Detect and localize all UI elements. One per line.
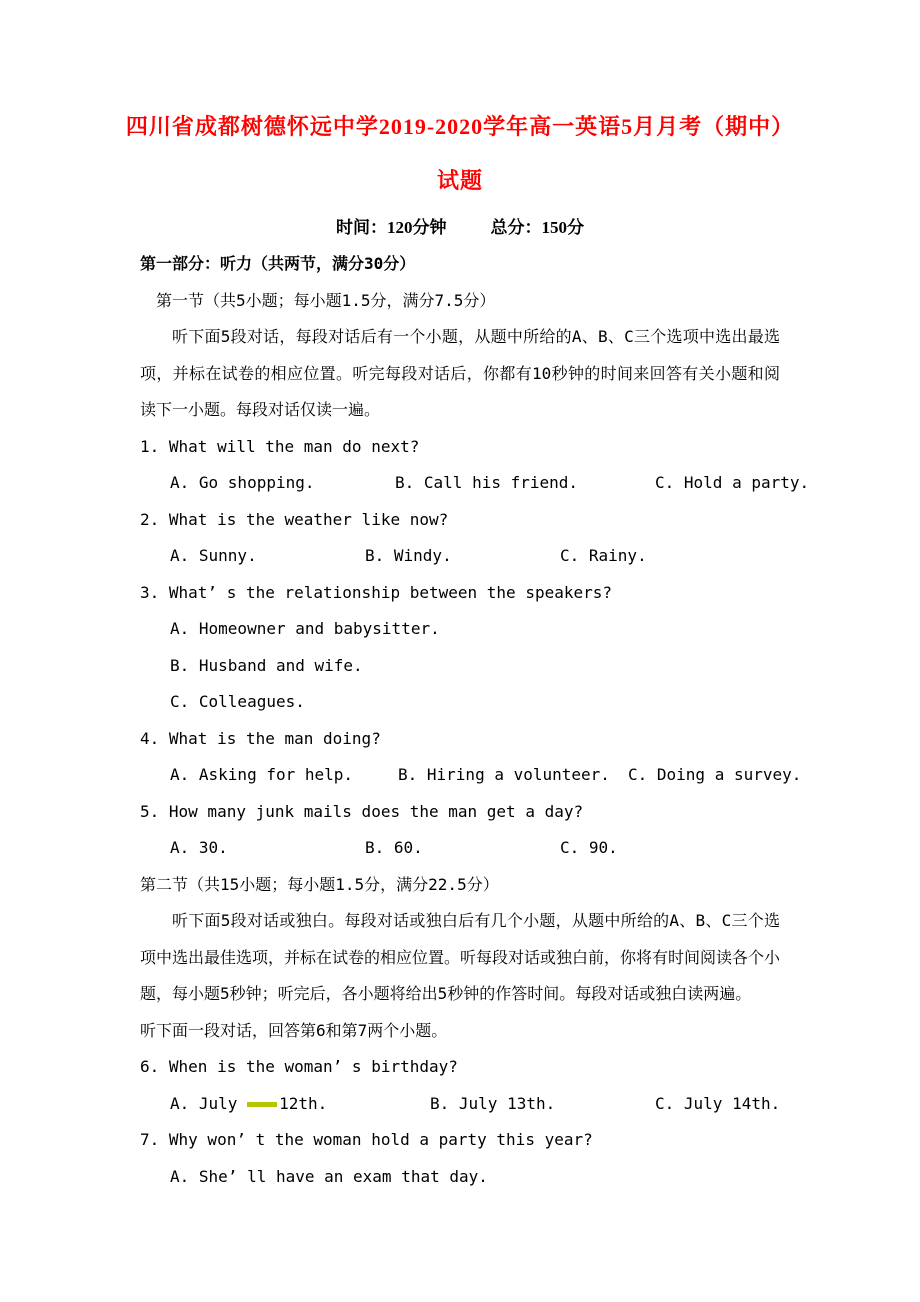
question-1-option-c: C. Hold a party.: [655, 473, 810, 492]
question-1-option-a: A. Go shopping.: [170, 473, 315, 492]
question-4-option-b: B. Hiring a volunteer.: [398, 765, 610, 784]
exam-duration: 时间：120分钟: [336, 218, 447, 237]
question-5-text: 5. How many junk mails does the man get a day?: [140, 801, 584, 821]
question-6-option-a: [170, 1086, 430, 1123]
question-6-option-c: C. July 14th.: [655, 1093, 781, 1113]
question-2-option-b: B. Windy.: [365, 546, 452, 565]
title-line-1: 四川省成都树德怀远中学2019-2020学年高一英语5月月考（期中）: [125, 114, 795, 139]
question-5-option-b: B. 60.: [365, 838, 423, 857]
question-2-option-c: C. Rainy.: [560, 546, 647, 565]
section2-heading: 第二节（共15小题；每小题1.5分，满分22.5分）: [140, 874, 499, 894]
question-6-option-b: B. July 13th.: [430, 1093, 556, 1113]
question-5-options: [140, 830, 780, 867]
question-3-option-a: A. Homeowner and babysitter.: [170, 619, 440, 638]
question-4-option-c: C. Doing a survey.: [628, 765, 802, 784]
exam-meta-line: [0, 216, 920, 240]
question-7-option-a: A. She’ ll have an exam that day.: [170, 1166, 488, 1186]
question-4-options: [140, 757, 802, 794]
question-6-options: [140, 1086, 780, 1123]
section1-heading: 第一节（共5小题；每小题1.5分，满分7.5分）: [156, 290, 496, 310]
question-1-options: [140, 465, 810, 502]
highlight-mark: [247, 1102, 277, 1107]
question-6-option-a-prefix: A. July: [170, 1093, 248, 1113]
question-2-option-a: A. Sunny.: [170, 546, 257, 565]
question-4-option-a: A. Asking for help.: [170, 765, 354, 784]
question-5-option-a: A. 30.: [170, 838, 228, 857]
question-6-option-a-suffix: 12th.: [279, 1093, 328, 1113]
document-title: [0, 112, 920, 196]
question-6-text: 6. When is the woman’ s birthday?: [140, 1057, 458, 1076]
question-1-option-b: B. Call his friend.: [395, 473, 579, 492]
part1-heading: 第一部分：听力（共两节，满分30分）: [140, 254, 416, 273]
question-2-text: 2. What is the weather like now?: [140, 509, 449, 529]
question-2-options: [140, 538, 780, 575]
question-3-option-b: B. Husband and wife.: [170, 655, 363, 675]
document-body: [140, 246, 810, 1195]
question-1-text: 1. What will the man do next?: [140, 436, 420, 456]
section2-dialog-note: 听下面一段对话，回答第6和第7两个小题。: [140, 1020, 448, 1040]
title-line-2: 试题: [436, 168, 483, 193]
question-3-text: 3. What’ s the relationship between the speakers?: [140, 582, 613, 602]
question-4-text: 4. What is the man doing?: [140, 728, 381, 748]
question-3-option-c: C. Colleagues.: [170, 692, 305, 711]
section2-instructions: 听下面5段对话或独白。每段对话或独白后有几个小题，从题中所给的A、B、C三个选项中选出最佳选项，并标在试卷的相应位置。听每段对话或独白前，你将有时间阅读各个小题，每小题5秒钟；听完后，各小题将给出5秒钟的作答时间。每段对话或独白读两遍。: [140, 911, 781, 1003]
question-5-option-c: C. 90.: [560, 838, 618, 857]
section1-instructions: 听下面5段对话，每段对话后有一个小题，从题中所给的A、B、C三个选项中选出最选项，并标在试卷的相应位置。听完每段对话后，你都有10秒钟的时间来回答有关小题和阅读下一小题。每段对话仅读一遍。: [140, 327, 780, 419]
exam-total-score: 总分：150分: [490, 218, 584, 237]
question-7-text: 7. Why won’ t the woman hold a party this year?: [140, 1130, 593, 1149]
